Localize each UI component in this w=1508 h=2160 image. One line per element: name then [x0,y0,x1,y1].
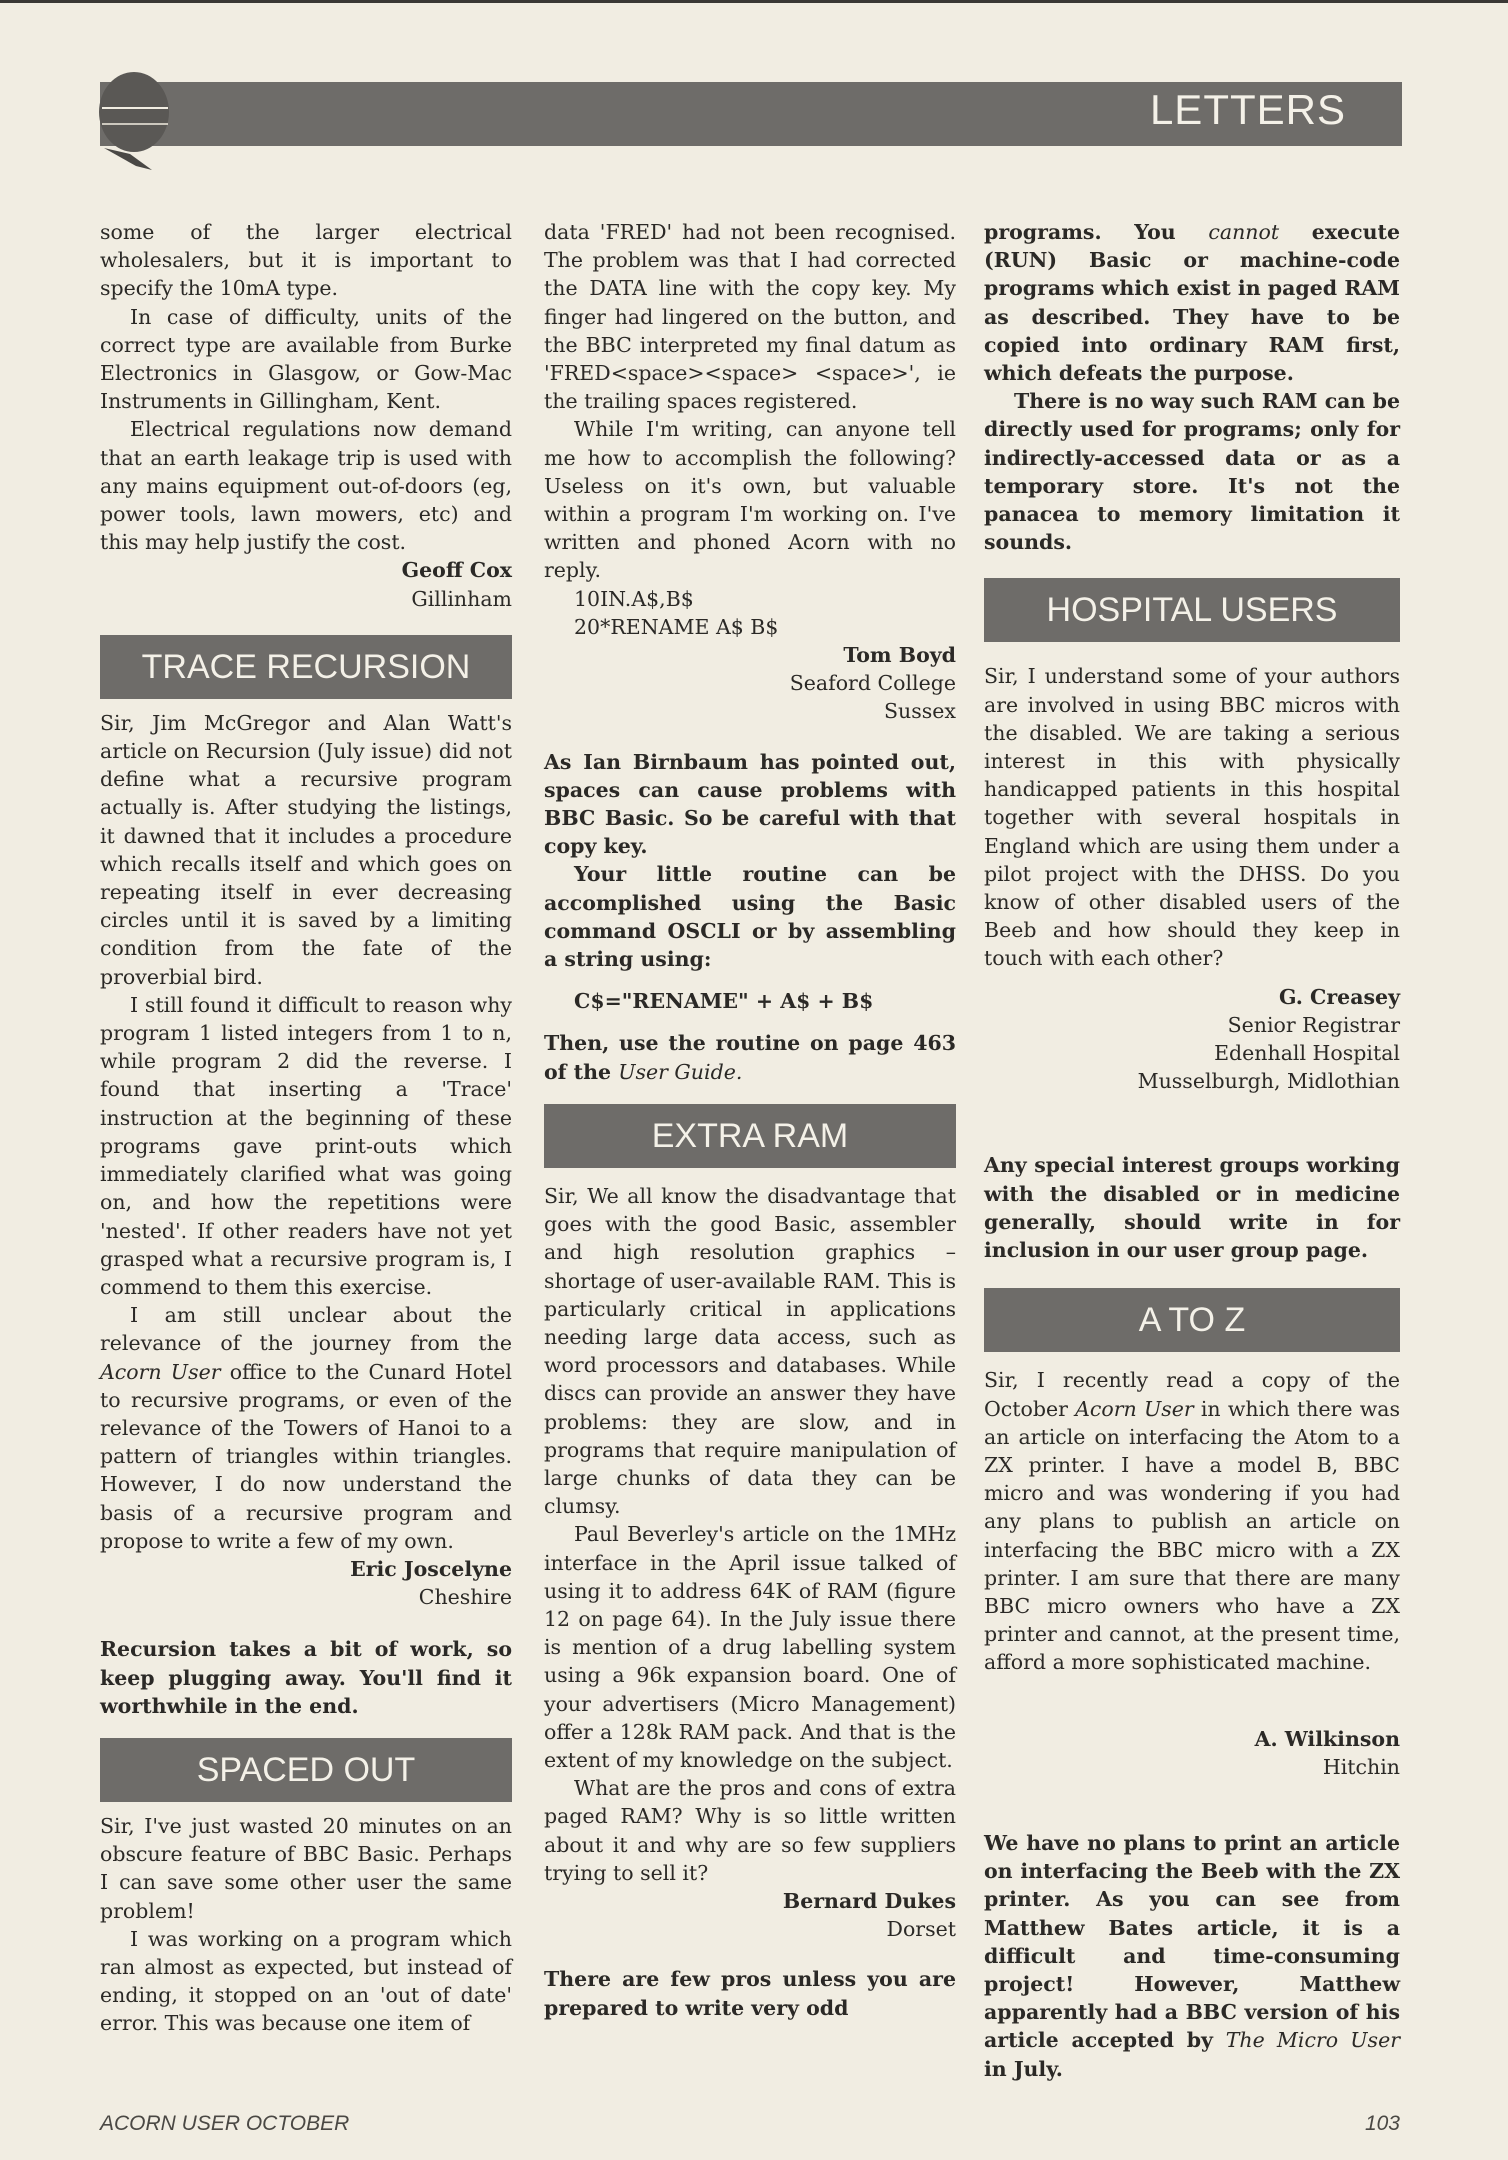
signature-name: Tom Boyd [843,643,956,668]
footer-page-number: 103 [1364,2112,1400,2135]
paragraph: some of the larger electrical wholesalers, but it is important to specify the 10mA type. [100,220,512,301]
editor-reply: Then, use the routine on page 463 of the User Guide. [544,1031,956,1084]
editor-reply: As Ian Birnbaum has pointed out, spaces can cause problems with BBC Basic. So be careful with that copy key. [544,749,956,859]
paragraph: data 'FRED' had not been recognised. The problem was that I had corrected the DATA line with the copy key. My finger had lingered on the button, and the BBC interpreted my final datum as 'FRED<space><space> <space>', ie the trailing spaces registered. [544,220,956,414]
signature-place: Dorset [886,1917,956,1942]
signature-line: Edenhall Hospital [1214,1041,1400,1066]
signature-place: Cheshire [418,1585,512,1610]
editor-reply: Any special interest groups working with the disabled or in medicine generally, should write in for inclusion in our user group page. [984,1153,1400,1263]
signature-place: Hitchin [1322,1754,1400,1779]
paragraph: Sir, I recently read a copy of the October Acorn User in which there was an article on interfacing the Atom to a ZX printer. I have a model B, BBC micro and was wondering if you had any plans to publish an article on interfacing the BBC micro with a ZX printer. I am sure that there are many BBC micro owners who have a ZX printer and cannot, at the present time, afford a more sophisticated machine. [984,1368,1401,1675]
signature-line: Musselburgh, Midlothian [1137,1069,1400,1094]
paragraph: What are the pros and cons of extra paged RAM? Why is so little written about it and why are so few suppliers trying to sell it? [544,1776,956,1885]
page-top-rule [0,0,1508,3]
paragraph: Sir, We all know the disadvantage that goes with the good Basic, assembler and high resolution graphics – shortage of user-available RAM. This is particularly critical in applications needing large data access, such as word processors and databases. While discs can provide an answer they have problems: they are slow, and in programs that require manipulation of large chunks of data they can be clumsy. [544,1183,956,1519]
signature-line: Sussex [884,699,956,724]
section-heading-a-to-z: A TO Z [984,1288,1400,1352]
signature-line: Senior Registrar [1227,1012,1400,1037]
code-line: 20*RENAME A$ B$ [574,614,779,639]
paragraph: Electrical regulations now demand that an earth leakage trip is used with any mains equipment out-of-doors (eg, power tools, lawn mowers, etc) and this may help justify the cost. [100,417,512,555]
paragraph: Paul Beverley's article on the 1MHz interface in the April issue talked of using it to address 64K of RAM (figure 12 on page 64). In the July issue there is mention of a drug labelling system using a 96k expansion board. One of your advertisers (Micro Management) offer a 128k RAM pack. And that is the extent of my knowledge on the subject. [544,1522,956,1772]
section-heading-hospital-users: HOSPITAL USERS [984,578,1400,642]
signature-name: Bernard Dukes [782,1888,956,1913]
signature-name: G. Creasey [1279,984,1400,1009]
paragraph: Sir, Jim McGregor and Alan Watt's article on Recursion (July issue) did not define what a recursive program actually is. After studying the listings, it dawned that it includes a procedure which recalls itself and which goes on repeating itself in ever decreasing circles until it is saved by a limiting condition from the fate of the proverbial bird. [100,710,512,989]
signature-name: Eric Joscelyne [350,1556,512,1581]
footer-magazine-name: ACORN USER OCTOBER [100,2112,350,2135]
section-heading-trace-recursion: TRACE RECURSION [100,635,512,699]
paragraph: While I'm writing, can anyone tell me how to accomplish the following? Useless on it's own, but valuable within a program I'm working on. I've written and phoned Acorn with no reply. [544,417,956,583]
paragraph: I am still unclear about the relevance of the journey from the Acorn User office to the Cunard Hotel to recursive programs, or even of the relevance of the Towers of Hanoi to a pattern of triangles within triangles. However, I do now understand the basis of a recursive program and propose to write a few of my own. [100,1303,512,1553]
section-heading-extra-ram: EXTRA RAM [544,1104,956,1168]
signature-name: A. Wilkinson [1254,1726,1400,1751]
code-line: 10IN.A$,B$ [574,586,694,611]
column-3 [984,218,1400,2083]
letters-header-bar [100,82,1402,146]
q-logo-icon [96,66,192,176]
paragraph: In case of difficulty, units of the correct type are available from Burke Electronics in Glasgow, or Gow-Mac Instruments in Gillingham, Kent. [100,304,512,414]
paragraph: I was working on a program which ran almost as expected, but instead of ending, it stopped on an 'out of date' error. This was because one item of [100,1926,512,2036]
column-1 [100,218,512,2038]
editor-reply: Your little routine can be accomplished using the Basic command OSCLI or by assembling a string using: [544,862,956,972]
editor-reply: programs. You cannot execute (RUN) Basic or machine-code programs which exist in paged RAM as described. They have to be copied into ordinary RAM first, which defeats the purpose. [984,220,1400,386]
signature-line: Seaford College [789,671,956,696]
signature-name: Geoff Cox [401,558,512,583]
editor-reply: Recursion takes a bit of work, so keep plugging away. You'll find it worthwhile in the end. [100,1637,512,1718]
paragraph: I still found it difficult to reason why program 1 listed integers from 1 to n, while program 2 did the reverse. I found that inserting a 'Trace' instruction at the beginning of these programs gave print-outs which immediately clarified what was going on, and how the repetitions were 'nested'. If other readers have not yet grasped what a recursive program is, I commend to them this exercise. [100,992,512,1299]
paragraph: Sir, I've just wasted 20 minutes on an obscure feature of BBC Basic. Perhaps I can save some other user the same problem! [100,1813,512,1923]
editor-reply: There is no way such RAM can be directly used for programs; only for indirectly-accessed data or as a temporary store. It's not the panacea to memory limitation it sounds. [984,389,1400,555]
editor-reply: There are few pros unless you are prepared to write very odd [544,1967,956,2020]
signature-place: Gillinham [411,586,512,611]
editor-reply: We have no plans to print an article on interfacing the Beeb with the ZX printer. As you can see from Matthew Bates article, it is a difficult and time-consuming project! However, Matthew apparently had a BBC version of his article accepted by The Micro User in July. [984,1830,1400,2081]
code-line: C$="RENAME" + A$ + B$ [574,989,874,1014]
paragraph: Sir, I understand some of your authors are involved in using BBC micros with the disabled. We are taking a serious interest in this with physically handicapped patients in this hospital together with several hospitals in England which are using them under a pilot project with the DHSS. Do you know of other disabled users of the Beeb and how should they keep in touch with each other? [984,664,1400,971]
column-2 [544,218,956,2022]
page-title: LETTERS [1149,86,1346,133]
section-heading-spaced-out: SPACED OUT [100,1738,512,1802]
